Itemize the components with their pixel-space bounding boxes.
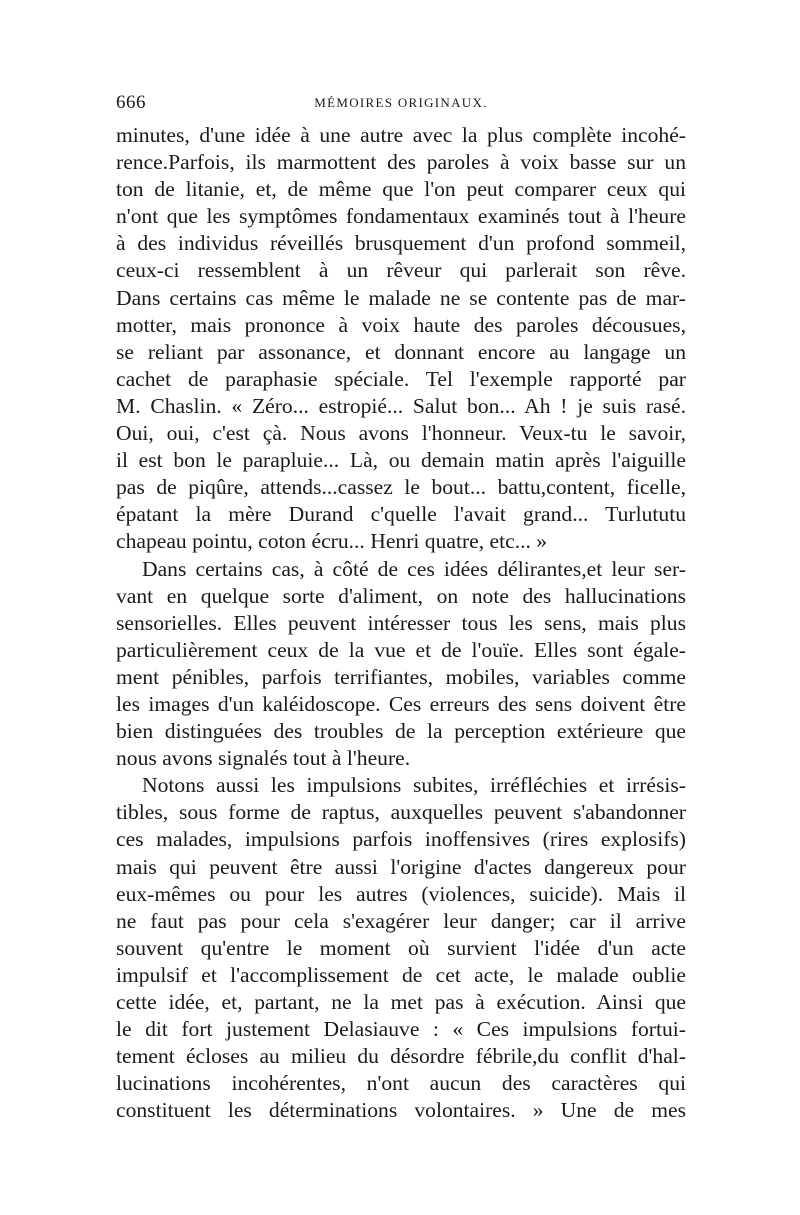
- text-line: se reliant par assonance, et donnant encore au langage un: [116, 339, 686, 364]
- text-line: lucinations incohérentes, n'ont aucun des caractères qui: [116, 1071, 686, 1096]
- text-line: motter, mais prononce à voix haute des paroles décousues,: [116, 312, 686, 337]
- text-line: ces malades, impulsions parfois inoffensives (rires explosifs): [116, 827, 686, 852]
- book-page: [116, 92, 686, 1124]
- running-head: [116, 92, 686, 122]
- text-line: souvent qu'entre le moment où survient l'idée d'un acte: [116, 935, 686, 960]
- text-line: il est bon le parapluie... Là, ou demain matin après l'aiguille: [116, 448, 686, 473]
- text-line: bien distinguées des troubles de la perception extérieure que: [116, 719, 686, 744]
- text-line: ton de litanie, et, de même que l'on peut comparer ceux qui: [116, 177, 686, 202]
- text-line: pas de piqûre, attends...cassez le bout... battu,content, ficelle,: [116, 475, 686, 500]
- text-line: minutes, d'une idée à une autre avec la plus complète incohé-: [116, 123, 686, 147]
- text-line: épatant la mère Durand c'quelle l'avait grand... Turlututu: [116, 502, 686, 527]
- text-line: tibles, sous forme de raptus, auxquelles peuvent s'abandonner: [116, 800, 686, 825]
- text-line: à des individus réveillés brusquement d'un profond sommeil,: [116, 231, 686, 256]
- body-text: [116, 122, 686, 1124]
- text-line: vant en quelque sorte d'aliment, on note des hallucinations: [116, 583, 686, 608]
- text-line: Notons aussi les impulsions subites, irréfléchies et irrésis-: [142, 773, 686, 798]
- text-line: mais qui peuvent être aussi l'origine d'actes dangereux pour: [116, 854, 686, 879]
- text-line: le dit fort justement Delasiauve : « Ces impulsions fortui-: [116, 1017, 686, 1042]
- text-line: eux-mêmes ou pour les autres (violences, suicide). Mais il: [116, 881, 686, 906]
- text-line: impulsif et l'accomplissement de cet acte, le malade oublie: [116, 962, 686, 987]
- text-line: sensorielles. Elles peuvent intéresser tous les sens, mais plus: [116, 610, 686, 635]
- text-line: Dans certains cas même le malade ne se contente pas de mar-: [116, 285, 686, 310]
- text-line: ment pénibles, parfois terrifiantes, mobiles, variables comme: [116, 664, 686, 689]
- text-line: rence.Parfois, ils marmottent des paroles à voix basse sur un: [116, 150, 686, 175]
- text-line: Oui, oui, c'est çà. Nous avons l'honneur. Veux-tu le savoir,: [116, 421, 686, 446]
- running-title: MÉMOIRES ORIGINAUX.: [314, 95, 488, 110]
- text-line: M. Chaslin. « Zéro... estropié... Salut bon... Ah ! je suis rasé.: [116, 393, 686, 418]
- text-line: Dans certains cas, à côté de ces idées délirantes,et leur ser-: [142, 556, 686, 581]
- text-line: chapeau pointu, coton écru... Henri quatre, etc... »: [116, 529, 548, 554]
- text-line: les images d'un kaléidoscope. Ces erreurs des sens doivent être: [116, 691, 686, 716]
- text-line: constituent les déterminations volontaires. » Une de mes: [116, 1098, 686, 1123]
- page-number: 666: [116, 92, 146, 113]
- text-line: nous avons signalés tout à l'heure.: [116, 746, 411, 771]
- text-line: cette idée, et, partant, ne la met pas à exécution. Ainsi que: [116, 990, 686, 1014]
- text-line: particulièrement ceux de la vue et de l'ouïe. Elles sont égale-: [116, 637, 686, 662]
- text-line: tement écloses au milieu du désordre fébrile,du conflit d'hal-: [116, 1044, 686, 1069]
- text-line: ceux-ci ressemblent à un rêveur qui parlerait son rêve.: [116, 258, 686, 283]
- text-line: n'ont que les symptômes fondamentaux examinés tout à l'heure: [116, 204, 686, 229]
- text-line: cachet de paraphasie spéciale. Tel l'exemple rapporté par: [116, 366, 686, 391]
- text-line: ne faut pas pour cela s'exagérer leur danger; car il arrive: [116, 908, 686, 933]
